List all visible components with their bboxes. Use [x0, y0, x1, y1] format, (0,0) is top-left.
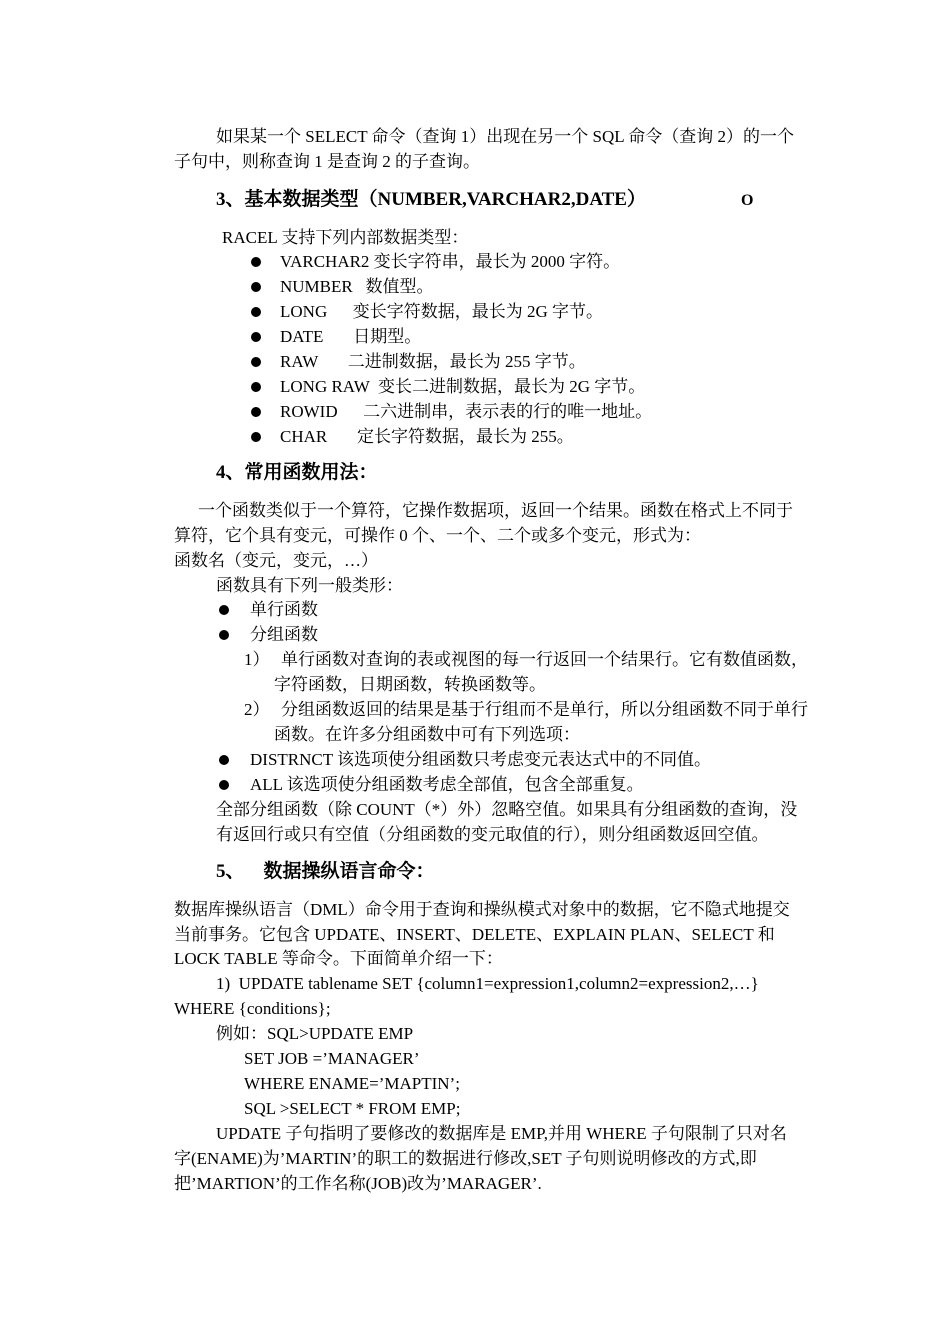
numbered-item-1-line-2: 字符函数，日期函数，转换函数等。 — [274, 675, 546, 694]
option-item: DISTRNCT 该选项使分组函数只考虑变元表达式中的不同值。 — [250, 750, 712, 769]
numbered-item-2-line-1: 分组函数返回的结果是基于行组而不是单行，所以分组函数不同于单行 — [281, 700, 808, 719]
bullet-icon — [251, 382, 261, 392]
section4-note-1: 全部分组函数（除 COUNT（*）外）忽略空值。如果具有分组函数的查询，没 — [216, 800, 798, 819]
section4-para-3: 函数名（变元，变元，…） — [174, 551, 378, 570]
numbered-item-1-line-1: 单行函数对查询的表或视图的每一行返回一个结果行。它有数值函数， — [281, 650, 808, 669]
bullet-icon — [251, 357, 261, 367]
example-line-1: 例如：SQL>UPDATE EMP — [216, 1024, 414, 1043]
explanation-line-1: UPDATE 子句指明了要修改的数据库是 EMP,并用 WHERE 子句限制了只对名 — [216, 1124, 787, 1143]
section4-para-2: 算符，它个具有变元，可操作 0 个、一个、二个或多个变元，形式为： — [174, 526, 701, 545]
datatype-item: NUMBER 数值型。 — [280, 277, 434, 296]
bullet-icon — [219, 780, 229, 790]
numbered-label-2: 2） — [244, 700, 270, 719]
update-syntax-line-2: WHERE {conditions}; — [174, 999, 331, 1018]
numbered-item-2-line-2: 函数。在许多分组函数中可有下列选项： — [274, 725, 580, 744]
example-line-4: SQL >SELECT * FROM EMP; — [244, 1099, 461, 1118]
datatype-item: LONG 变长字符数据，最长为 2G 字节。 — [280, 302, 603, 321]
section3-lead: RACEL 支持下列内部数据类型： — [222, 228, 469, 247]
section3-heading-tail: O — [741, 192, 754, 209]
bullet-icon — [251, 257, 261, 267]
update-syntax-line-1: 1) UPDATE tablename SET {column1=expression1,column2=expression2,…} — [216, 974, 759, 993]
explanation-line-3: 把’MARTION’的工作名称(JOB)改为’MARAGER’. — [174, 1174, 542, 1193]
explanation-line-2: 字(ENAME)为’MARTIN’的职工的数据进行修改,SET 子句则说明修改的方式,即 — [174, 1149, 757, 1168]
section4-heading: 4、常用函数用法： — [216, 462, 378, 483]
section3-heading: 3、基本数据类型（NUMBER,VARCHAR2,DATE） — [216, 189, 646, 210]
datatype-item: VARCHAR2 变长字符串，最长为 2000 字符。 — [280, 252, 621, 271]
section4-para-4: 函数具有下列一般类形： — [216, 576, 403, 595]
example-line-2: SET JOB =’MANAGER’ — [244, 1049, 420, 1068]
section5-para-3: LOCK TABLE 等命令。下面简单介绍一下： — [174, 949, 503, 968]
intro-line-2: 子句中，则称查询 1 是查询 2 的子查询。 — [174, 152, 480, 171]
section4-note-2: 有返回行或只有空值（分组函数的变元取值的行），则分组函数返回空值。 — [216, 825, 769, 844]
datatype-item: RAW 二进制数据，最长为 255 字节。 — [280, 352, 586, 371]
bullet-icon — [219, 630, 229, 640]
datatype-item: LONG RAW 变长二进制数据，最长为 2G 字节。 — [280, 377, 646, 396]
datatype-item: ROWID 二六进制串，表示表的行的唯一地址。 — [280, 402, 653, 421]
bullet-icon — [251, 432, 261, 442]
section5-heading: 5、 数据操纵语言命令： — [216, 861, 435, 882]
example-line-3: WHERE ENAME=’MAPTIN’; — [244, 1074, 460, 1093]
section5-para-2: 当前事务。它包含 UPDATE、INSERT、DELETE、EXPLAIN PLAN、SELECT 和 — [174, 925, 775, 944]
function-kind-item: 分组函数 — [250, 625, 318, 644]
intro-line-1: 如果某一个 SELECT 命令（查询 1）出现在另一个 SQL 命令（查询 2）的一个 — [216, 127, 795, 146]
bullet-icon — [251, 332, 261, 342]
datatype-item: DATE 日期型。 — [280, 327, 422, 346]
bullet-icon — [251, 307, 261, 317]
datatype-item: CHAR 定长字符数据，最长为 255。 — [280, 427, 574, 446]
bullet-icon — [251, 407, 261, 417]
bullet-icon — [251, 282, 261, 292]
section4-para-1: 一个函数类似于一个算符，它操作数据项，返回一个结果。函数在格式上不同于 — [198, 501, 793, 520]
numbered-label-1: 1） — [244, 650, 270, 669]
bullet-icon — [219, 605, 229, 615]
function-kind-item: 单行函数 — [250, 600, 318, 619]
section5-para-1: 数据库操纵语言（DML）命令用于查询和操纵模式对象中的数据，它不隐式地提交 — [174, 900, 790, 919]
option-item: ALL 该选项使分组函数考虑全部值，包含全部重复。 — [250, 775, 644, 794]
bullet-icon — [219, 755, 229, 765]
